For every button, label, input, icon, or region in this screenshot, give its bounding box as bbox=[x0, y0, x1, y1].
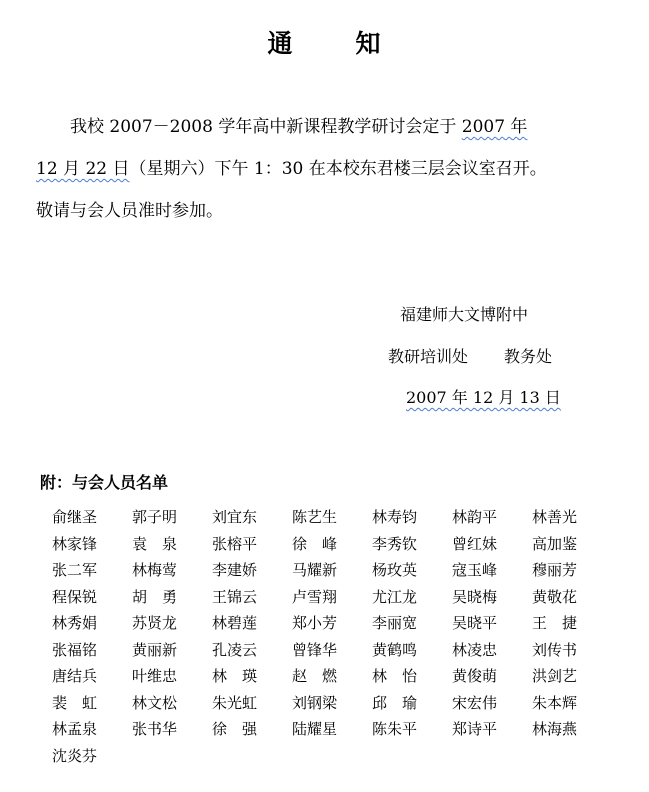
title-char-1: 通 bbox=[267, 29, 294, 58]
attendee-name: 杨玫英 bbox=[372, 561, 418, 579]
signature-dept-research: 教研培训处 bbox=[388, 347, 469, 366]
attendee-name: 唐结兵 bbox=[52, 667, 98, 685]
notice-paragraph-line-3: 敬请与会人员准时参加。 bbox=[36, 201, 223, 221]
attendee-name: 刘传书 bbox=[532, 640, 578, 659]
attendee-name: 徐 强 bbox=[212, 720, 258, 738]
attendee-name: 王锦云 bbox=[212, 587, 258, 606]
attendee-name: 刘钢梁 bbox=[292, 693, 338, 712]
attendee-list bbox=[52, 506, 612, 768]
attendee-name: 林善光 bbox=[532, 508, 578, 526]
attendee-name: 寇玉峰 bbox=[452, 561, 498, 579]
signature-organization: 福建师大文博附中 bbox=[400, 305, 529, 324]
attendee-name: 邱 瑜 bbox=[372, 693, 418, 712]
attendee-name: 林凌忠 bbox=[452, 640, 498, 659]
attendee-name: 张书华 bbox=[132, 720, 178, 738]
attendee-name: 叶维忠 bbox=[132, 667, 178, 685]
attendee-name: 郭子明 bbox=[132, 508, 178, 526]
notice-year: 2007 年 bbox=[461, 117, 528, 137]
attendee-name: 林寿钧 bbox=[372, 508, 418, 526]
attendee-name: 俞继圣 bbox=[52, 508, 98, 526]
page-title bbox=[0, 24, 649, 60]
attendee-name: 沈炎芬 bbox=[52, 746, 98, 765]
attendee-name: 袁 泉 bbox=[132, 534, 178, 553]
attendee-name: 王 捷 bbox=[532, 614, 578, 632]
attendee-name: 林海燕 bbox=[532, 720, 578, 738]
attendee-name: 林秀娟 bbox=[52, 614, 98, 632]
attendee-name: 张福铭 bbox=[52, 640, 98, 659]
attendee-name: 赵 燃 bbox=[292, 667, 338, 685]
notice-date: 12 月 22 日 bbox=[36, 159, 130, 179]
attendee-name: 曾锋华 bbox=[292, 640, 338, 659]
attendee-name: 黄鹤鸣 bbox=[372, 640, 418, 659]
attendee-name: 张二军 bbox=[52, 561, 98, 579]
attendee-name: 黄敬花 bbox=[532, 587, 578, 606]
attendee-name: 林韵平 bbox=[452, 508, 498, 526]
attendee-name: 高加鉴 bbox=[532, 534, 578, 553]
attendee-name: 朱光虹 bbox=[212, 693, 258, 712]
attendee-name: 林孟泉 bbox=[52, 720, 98, 738]
attendee-name: 吴晓平 bbox=[452, 614, 498, 632]
attendee-name: 林家锋 bbox=[52, 534, 98, 553]
attendee-name: 林碧莲 bbox=[212, 614, 258, 632]
notice-text: （星期六）下午 1：30 在本校东君楼三层会议室召开。 bbox=[129, 159, 547, 179]
attendee-name: 程保锐 bbox=[52, 587, 98, 606]
attendee-name: 苏贤龙 bbox=[132, 614, 178, 632]
notice-paragraph-line-1 bbox=[36, 106, 596, 148]
attendee-name: 李丽宽 bbox=[372, 614, 418, 632]
attendee-name: 陈朱平 bbox=[372, 720, 418, 738]
signature-dept-academic: 教务处 bbox=[504, 347, 553, 366]
attendee-name: 朱本辉 bbox=[532, 693, 578, 712]
attendee-name: 胡 勇 bbox=[132, 587, 178, 606]
attendee-name: 陈艺生 bbox=[292, 508, 338, 526]
attendee-name: 马耀新 bbox=[292, 561, 338, 579]
title-char-2: 知 bbox=[355, 29, 382, 58]
attendee-name: 林 瑛 bbox=[212, 667, 258, 685]
attendee-name: 林 怡 bbox=[372, 667, 418, 685]
signature-date: 2007 年 12 月 13 日 bbox=[406, 388, 561, 407]
attendee-name: 张榕平 bbox=[212, 534, 258, 553]
attendee-name: 曾红妹 bbox=[452, 534, 498, 553]
attendee-name: 黄俊萌 bbox=[452, 667, 498, 685]
notice-text: 我校 2007－2008 学年高中新课程教学研讨会定于 bbox=[70, 117, 462, 137]
notice-paragraph-line-2 bbox=[36, 148, 596, 190]
attendee-name: 郑诗平 bbox=[452, 720, 498, 738]
attachment-title: 附：与会人员名单 bbox=[40, 473, 169, 492]
attendee-name: 刘宜东 bbox=[212, 508, 258, 526]
attendee-name: 黄丽新 bbox=[132, 640, 178, 659]
attendee-name: 宋宏伟 bbox=[452, 693, 498, 712]
attendee-name: 洪剑艺 bbox=[532, 667, 578, 685]
attendee-name: 李建娇 bbox=[212, 561, 258, 579]
attendee-name: 郑小芳 bbox=[292, 614, 338, 632]
attendee-name: 尤江龙 bbox=[372, 587, 418, 606]
attendee-name: 卢雪翔 bbox=[292, 587, 338, 606]
attendee-name: 徐 峰 bbox=[292, 534, 338, 553]
attendee-name: 林文松 bbox=[132, 693, 178, 712]
attendee-name: 林梅莺 bbox=[132, 561, 178, 579]
attendee-name: 穆丽芳 bbox=[532, 561, 578, 579]
attendee-name: 裴 虹 bbox=[52, 693, 98, 712]
attendee-name: 吴晓梅 bbox=[452, 587, 498, 606]
attendee-name: 李秀钦 bbox=[372, 534, 418, 553]
signature-departments bbox=[388, 344, 552, 367]
attendee-name: 孔凌云 bbox=[212, 640, 258, 659]
attendee-name: 陆耀星 bbox=[292, 720, 338, 738]
